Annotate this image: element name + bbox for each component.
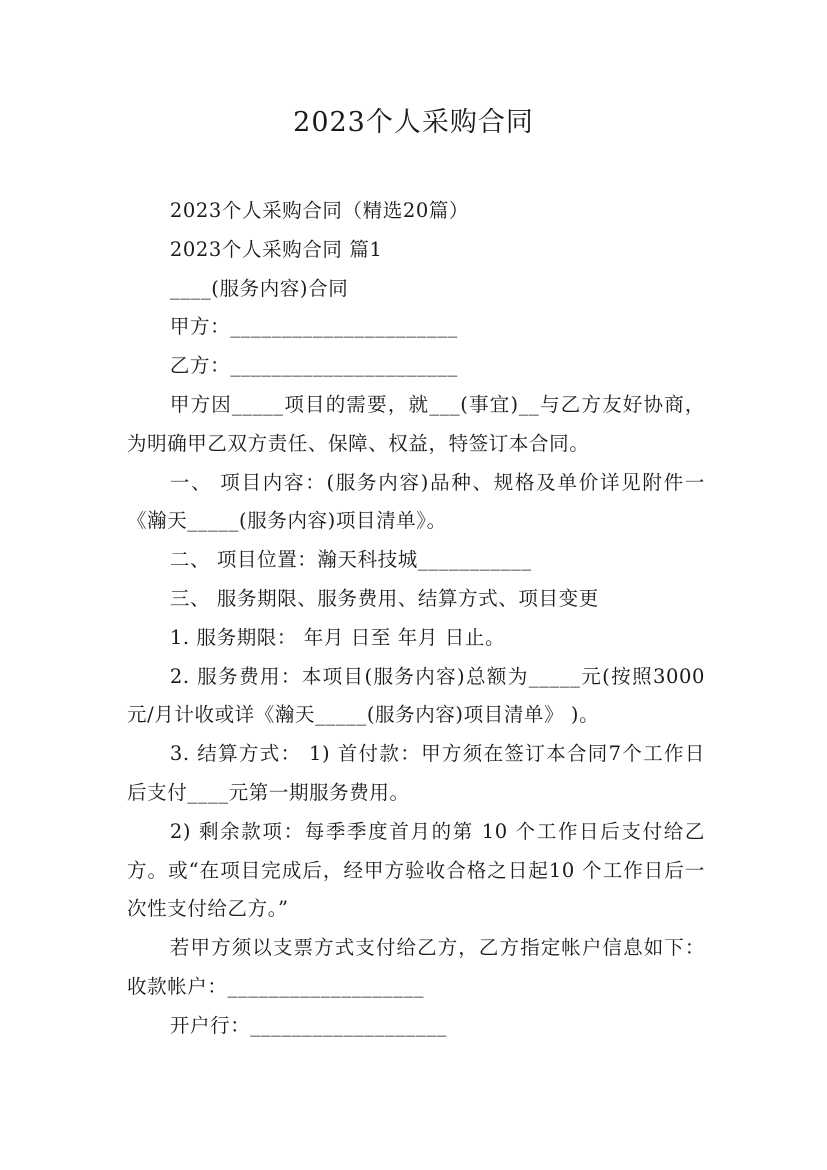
paragraph-heading-article: 2023个人采购合同 篇1 — [169, 237, 383, 261]
paragraph-settlement: 3. 结算方式： 1) 首付款：甲方须在签订本合同7个工作日后支付____元第一期服务费用。 — [127, 742, 705, 804]
paragraph-service-period: 1. 服务期限： 年月 日至 年月 日止。 — [169, 625, 506, 649]
paragraph-project-content: 一、 项目内容：(服务内容)品种、规格及单价详见附件一《瀚天_____(服务内容)项目清单》。 — [127, 470, 705, 533]
document-title: 2023个人采购合同 — [293, 107, 534, 138]
paragraph-project-location: 二、 项目位置：瀚天科技城___________ — [169, 548, 532, 572]
paragraph-contract-name: ____(服务内容)合同 — [169, 276, 349, 300]
paragraph-bank: 开户行：___________________ — [169, 1013, 447, 1037]
paragraph-heading-collection: 2023个人采购合同（精选20篇） — [169, 199, 470, 222]
paragraph-party-b: 乙方：______________________ — [169, 354, 458, 378]
paragraph-party-a: 甲方：______________________ — [169, 315, 458, 339]
document-body — [127, 192, 705, 1046]
paragraph-section-three: 三、 服务期限、服务费用、结算方式、项目变更 — [169, 586, 599, 610]
paragraph-cheque-account: 若甲方须以支票方式支付给乙方，乙方指定帐户信息如下： 收款帐户：___________________ — [127, 936, 705, 998]
paragraph-remaining-payment: 2) 剩余款项：每季季度首月的第 10 个工作日后支付给乙方。或“在项目完成后，经甲方验收合格之日起10 个工作日后一次性支付给乙方。” — [127, 819, 705, 921]
paragraph-preamble: 甲方因_____项目的需要，就___(事宜)__与乙方友好协商，为明确甲乙双方责任、保障、权益，特签订本合同。 — [127, 392, 705, 455]
paragraph-service-fee: 2. 服务费用：本项目(服务内容)总额为_____元(按照3000元/月计收或详《瀚天_____(服务内容)项目清单》 )。 — [127, 664, 705, 727]
